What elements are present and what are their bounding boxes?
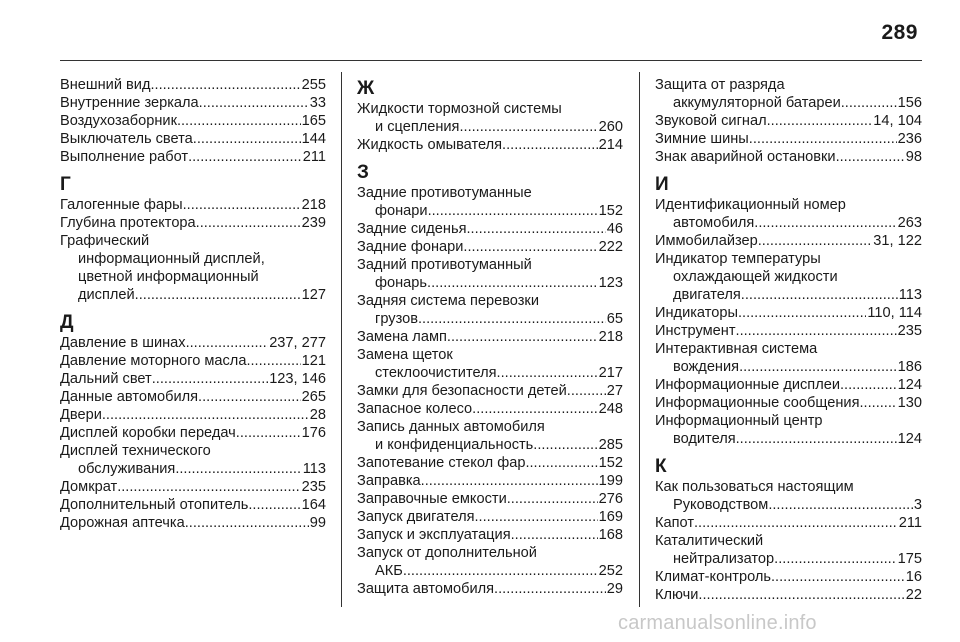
dot-leader bbox=[199, 94, 309, 112]
page-reference: 248 bbox=[598, 401, 623, 417]
entry-label: аккумуляторной батареи bbox=[673, 95, 841, 111]
dot-leader bbox=[421, 472, 598, 490]
index-entry bbox=[357, 508, 623, 526]
page-reference: 199 bbox=[598, 473, 623, 489]
dot-leader bbox=[152, 370, 268, 388]
entry-text-line: Задние противотуманные bbox=[357, 185, 532, 201]
page-reference: 28 bbox=[309, 407, 326, 423]
page-reference: 31, 122 bbox=[873, 233, 922, 249]
index-entry bbox=[655, 250, 922, 304]
index-entry bbox=[357, 220, 623, 238]
index-entry bbox=[357, 256, 623, 292]
index-section bbox=[655, 174, 922, 448]
watermark: carmanualsonline.info bbox=[618, 612, 817, 634]
column-divider bbox=[341, 72, 342, 607]
index-entry bbox=[60, 496, 326, 514]
entry-label: Замена ламп bbox=[357, 329, 447, 345]
index-entry bbox=[60, 478, 326, 496]
dot-leader bbox=[403, 562, 598, 580]
dot-leader bbox=[248, 496, 300, 514]
dot-leader bbox=[859, 394, 896, 412]
page-reference: 252 bbox=[598, 563, 623, 579]
dot-leader bbox=[494, 580, 606, 598]
entry-label: Галогенные фары bbox=[60, 197, 183, 213]
index-section bbox=[60, 174, 326, 304]
entry-text-line: Индикатор температуры bbox=[655, 251, 821, 267]
page-reference: 110, 114 bbox=[867, 305, 922, 321]
entry-label: Дополнительный отопитель bbox=[60, 497, 249, 513]
page-reference: 27 bbox=[606, 383, 623, 399]
page-reference: 113 bbox=[302, 461, 326, 477]
index-entry bbox=[357, 346, 623, 382]
entry-text-line: Как пользоваться настоящим bbox=[655, 479, 854, 495]
page-reference: 265 bbox=[301, 389, 326, 405]
page-reference: 237, 277 bbox=[269, 335, 326, 351]
index-entry bbox=[60, 352, 326, 370]
page-reference: 217 bbox=[598, 365, 623, 381]
entry-text-line: охлаждающей жидкости bbox=[673, 269, 838, 285]
page-reference: 260 bbox=[598, 119, 623, 135]
dot-leader bbox=[768, 496, 913, 514]
index-entry bbox=[60, 130, 326, 148]
entry-label: Задние сиденья bbox=[357, 221, 467, 237]
page-reference: 276 bbox=[598, 491, 623, 507]
dot-leader bbox=[758, 232, 873, 250]
index-entry bbox=[655, 340, 922, 376]
dot-leader bbox=[836, 148, 905, 166]
page-reference: 124 bbox=[897, 377, 922, 393]
page-reference: 98 bbox=[905, 149, 922, 165]
index-entry bbox=[60, 370, 326, 388]
index-entry bbox=[655, 478, 922, 514]
entry-text-line: Каталитический bbox=[655, 533, 764, 549]
index-entry bbox=[357, 544, 623, 580]
dot-leader bbox=[736, 430, 897, 448]
index-entry bbox=[655, 130, 922, 148]
index-entry bbox=[60, 514, 326, 532]
page-reference: 16 bbox=[905, 569, 922, 585]
dot-leader bbox=[102, 406, 309, 424]
page-reference: 29 bbox=[606, 581, 623, 597]
index-entry bbox=[357, 292, 623, 328]
column-divider bbox=[639, 72, 640, 607]
index-entry bbox=[357, 184, 623, 220]
page-reference: 211 bbox=[898, 515, 922, 531]
entry-text-line: цветной информационный bbox=[78, 269, 259, 285]
entry-label: АКБ bbox=[375, 563, 403, 579]
page-reference: 65 bbox=[606, 311, 623, 327]
index-entry bbox=[655, 112, 922, 130]
entry-text-line: Интерактивная система bbox=[655, 341, 818, 357]
index-entry bbox=[655, 304, 922, 322]
entry-label: фонари bbox=[375, 203, 428, 219]
dot-leader bbox=[466, 220, 605, 238]
index-section bbox=[357, 162, 623, 598]
dot-leader bbox=[840, 376, 897, 394]
dot-leader bbox=[177, 112, 301, 130]
dot-leader bbox=[463, 238, 597, 256]
dot-leader bbox=[741, 286, 898, 304]
dot-leader bbox=[507, 490, 598, 508]
dot-leader bbox=[511, 526, 598, 544]
index-entry bbox=[357, 136, 623, 154]
page-reference: 33 bbox=[309, 95, 326, 111]
dot-leader bbox=[193, 130, 301, 148]
index-entry bbox=[655, 514, 922, 532]
section-letter: Г bbox=[60, 174, 71, 195]
entry-label: Давление в шинах bbox=[60, 335, 186, 351]
page-reference: 127 bbox=[301, 287, 326, 303]
index-section bbox=[655, 76, 922, 166]
entry-label: Задние фонари bbox=[357, 239, 464, 255]
entry-text-line: Запись данных автомобиля bbox=[357, 419, 545, 435]
entry-label: Капот bbox=[655, 515, 694, 531]
index-entry bbox=[655, 376, 922, 394]
entry-label: Выполнение работ bbox=[60, 149, 189, 165]
entry-text-line: Идентификационный номер bbox=[655, 197, 846, 213]
dot-leader bbox=[447, 328, 598, 346]
dot-leader bbox=[767, 112, 873, 130]
dot-leader bbox=[774, 550, 896, 568]
entry-label: Ключи bbox=[655, 587, 699, 603]
page-reference: 175 bbox=[897, 551, 922, 567]
section-letter: З bbox=[357, 162, 369, 183]
dot-leader bbox=[694, 514, 898, 532]
entry-text-line: Дисплей технического bbox=[60, 443, 211, 459]
index-entry bbox=[357, 382, 623, 400]
page-reference: 99 bbox=[309, 515, 326, 531]
entry-label: Выключатель света bbox=[60, 131, 193, 147]
index-entry bbox=[357, 526, 623, 544]
page-number: 289 bbox=[881, 21, 918, 44]
entry-label: Зимние шины bbox=[655, 131, 749, 147]
dot-leader bbox=[567, 382, 606, 400]
entry-label: Данные автомобиля bbox=[60, 389, 199, 405]
page-reference: 124 bbox=[897, 431, 922, 447]
page-reference: 239 bbox=[301, 215, 326, 231]
section-letter: Ж bbox=[357, 78, 375, 99]
page-reference: 214 bbox=[598, 137, 623, 153]
entry-label: Запуск двигателя bbox=[357, 509, 475, 525]
entry-label: Дорожная аптечка bbox=[60, 515, 185, 531]
page-reference: 3 bbox=[913, 497, 922, 513]
page-reference: 113 bbox=[898, 287, 922, 303]
index-entry bbox=[655, 76, 922, 112]
page-reference: 235 bbox=[897, 323, 922, 339]
page-reference: 123 bbox=[598, 275, 623, 291]
index-entry bbox=[357, 472, 623, 490]
index-entry bbox=[60, 406, 326, 424]
index-entry bbox=[655, 148, 922, 166]
entry-label: Запотевание стекол фар bbox=[357, 455, 526, 471]
dot-leader bbox=[841, 94, 897, 112]
page-reference: 211 bbox=[302, 149, 326, 165]
dot-leader bbox=[150, 76, 300, 94]
index-column-1 bbox=[60, 76, 326, 540]
page-reference: 168 bbox=[598, 527, 623, 543]
dot-leader bbox=[198, 388, 301, 406]
header-rule bbox=[60, 60, 922, 61]
entry-label: Дисплей коробки передач bbox=[60, 425, 236, 441]
entry-label: Домкрат bbox=[60, 479, 118, 495]
entry-label: Индикаторы bbox=[655, 305, 738, 321]
page-reference: 152 bbox=[598, 203, 623, 219]
entry-label: фонарь bbox=[375, 275, 428, 291]
page-reference: 156 bbox=[897, 95, 922, 111]
dot-leader bbox=[246, 352, 300, 370]
entry-label: Внутренние зеркала bbox=[60, 95, 199, 111]
page-reference: 46 bbox=[606, 221, 623, 237]
entry-text-line: Защита от разряда bbox=[655, 77, 785, 93]
entry-label: Внешний вид bbox=[60, 77, 151, 93]
page-reference: 176 bbox=[301, 425, 326, 441]
entry-label: грузов bbox=[375, 311, 418, 327]
index-entry bbox=[60, 388, 326, 406]
dot-leader bbox=[117, 478, 300, 496]
dot-leader bbox=[472, 400, 597, 418]
page-reference: 236 bbox=[897, 131, 922, 147]
dot-leader bbox=[533, 436, 597, 454]
entry-text-line: Задняя система перевозки bbox=[357, 293, 539, 309]
dot-leader bbox=[475, 508, 598, 526]
dot-leader bbox=[771, 568, 905, 586]
index-entry bbox=[655, 196, 922, 232]
entry-label: и конфиденциальность bbox=[375, 437, 534, 453]
page-reference: 218 bbox=[598, 329, 623, 345]
page-reference: 164 bbox=[301, 497, 326, 513]
entry-label: Воздухозаборник bbox=[60, 113, 177, 129]
entry-label: двигателя bbox=[673, 287, 741, 303]
entry-label: Дальний свет bbox=[60, 371, 152, 387]
index-column-3 bbox=[655, 76, 922, 612]
index-entry bbox=[60, 424, 326, 442]
index-entry bbox=[655, 232, 922, 250]
entry-text-line: Информационный центр bbox=[655, 413, 823, 429]
entry-label: Знак аварийной остановки bbox=[655, 149, 836, 165]
dot-leader bbox=[183, 196, 301, 214]
page-reference: 123, 146 bbox=[269, 371, 326, 387]
page-reference: 186 bbox=[897, 359, 922, 375]
index-entry bbox=[60, 94, 326, 112]
entry-label: стеклоочистителя bbox=[375, 365, 497, 381]
index-entry bbox=[357, 238, 623, 256]
section-letter: И bbox=[655, 174, 669, 195]
index-entry bbox=[60, 112, 326, 130]
dot-leader bbox=[738, 304, 866, 322]
index-column-2 bbox=[357, 76, 623, 606]
entry-label: Инструмент bbox=[655, 323, 736, 339]
index-entry bbox=[655, 394, 922, 412]
page-reference: 152 bbox=[598, 455, 623, 471]
index-section bbox=[60, 76, 326, 166]
entry-label: Информационные дисплеи bbox=[655, 377, 840, 393]
entry-text-line: Замена щеток bbox=[357, 347, 453, 363]
dot-leader bbox=[749, 130, 897, 148]
dot-leader bbox=[135, 286, 301, 304]
index-entry bbox=[655, 586, 922, 604]
index-entry bbox=[357, 418, 623, 454]
entry-label: Иммобилайзер bbox=[655, 233, 758, 249]
dot-leader bbox=[236, 424, 301, 442]
page-reference: 144 bbox=[301, 131, 326, 147]
entry-label: автомобиля bbox=[673, 215, 755, 231]
entry-label: Звуковой сигнал bbox=[655, 113, 767, 129]
index-entry bbox=[60, 232, 326, 304]
entry-label: Заправка bbox=[357, 473, 421, 489]
index-entry bbox=[655, 322, 922, 340]
dot-leader bbox=[175, 460, 301, 478]
index-entry bbox=[357, 490, 623, 508]
dot-leader bbox=[502, 136, 598, 154]
index-entry bbox=[655, 568, 922, 586]
entry-label: Запуск и эксплуатация bbox=[357, 527, 511, 543]
section-letter: Д bbox=[60, 312, 74, 333]
entry-label: Давление моторного масла bbox=[60, 353, 247, 369]
page-reference: 14, 104 bbox=[873, 113, 922, 129]
entry-label: Защита автомобиля bbox=[357, 581, 495, 597]
dot-leader bbox=[698, 586, 904, 604]
index-section bbox=[357, 78, 623, 154]
page-reference: 235 bbox=[301, 479, 326, 495]
index-entry bbox=[60, 214, 326, 232]
page-reference: 222 bbox=[598, 239, 623, 255]
index-section bbox=[60, 312, 326, 532]
dot-leader bbox=[196, 214, 301, 232]
entry-text-line: Графический bbox=[60, 233, 150, 249]
index-entry bbox=[357, 454, 623, 472]
entry-label: вождения bbox=[673, 359, 740, 375]
section-letter: К bbox=[655, 456, 667, 477]
index-entry bbox=[60, 196, 326, 214]
dot-leader bbox=[185, 514, 309, 532]
page-reference: 165 bbox=[301, 113, 326, 129]
dot-leader bbox=[497, 364, 598, 382]
entry-text-line: Задний противотуманный bbox=[357, 257, 532, 273]
page-reference: 285 bbox=[598, 437, 623, 453]
entry-label: нейтрализатор bbox=[673, 551, 775, 567]
entry-text-line: Запуск от дополнительной bbox=[357, 545, 537, 561]
dot-leader bbox=[525, 454, 597, 472]
entry-label: Заправочные емкости bbox=[357, 491, 507, 507]
dot-leader bbox=[459, 118, 597, 136]
entry-label: Информационные сообщения bbox=[655, 395, 860, 411]
index-entry bbox=[60, 148, 326, 166]
index-entry bbox=[60, 76, 326, 94]
dot-leader bbox=[739, 358, 897, 376]
page-reference: 121 bbox=[301, 353, 326, 369]
entry-label: Замки для безопасности детей bbox=[357, 383, 567, 399]
entry-label: Климат-контроль bbox=[655, 569, 771, 585]
index-section bbox=[655, 456, 922, 604]
page-reference: 218 bbox=[301, 197, 326, 213]
entry-text-line: Жидкости тормозной системы bbox=[357, 101, 562, 117]
index-entry bbox=[357, 328, 623, 346]
dot-leader bbox=[188, 148, 302, 166]
entry-label: Жидкость омывателя bbox=[357, 137, 503, 153]
entry-label: Запасное колесо bbox=[357, 401, 473, 417]
index-entry bbox=[357, 400, 623, 418]
page-reference: 130 bbox=[897, 395, 922, 411]
dot-leader bbox=[736, 322, 897, 340]
index-entry bbox=[357, 580, 623, 598]
page-reference: 22 bbox=[905, 587, 922, 603]
index-entry bbox=[60, 334, 326, 352]
page-reference: 263 bbox=[897, 215, 922, 231]
entry-label: водителя bbox=[673, 431, 736, 447]
page-reference: 169 bbox=[598, 509, 623, 525]
dot-leader bbox=[754, 214, 896, 232]
entry-label: Руководством bbox=[673, 497, 769, 513]
index-entry bbox=[357, 100, 623, 136]
dot-leader bbox=[418, 310, 606, 328]
index-entry bbox=[655, 412, 922, 448]
dot-leader bbox=[186, 334, 269, 352]
entry-label: обслуживания bbox=[78, 461, 176, 477]
index-entry bbox=[60, 442, 326, 478]
dot-leader bbox=[427, 274, 598, 292]
entry-label: и сцепления bbox=[375, 119, 460, 135]
entry-text-line: информационный дисплей, bbox=[78, 251, 265, 267]
entry-label: Глубина протектора bbox=[60, 215, 196, 231]
index-entry bbox=[655, 532, 922, 568]
entry-label: дисплей bbox=[78, 287, 135, 303]
dot-leader bbox=[428, 202, 598, 220]
entry-label: Двери bbox=[60, 407, 102, 423]
page-reference: 255 bbox=[301, 77, 326, 93]
